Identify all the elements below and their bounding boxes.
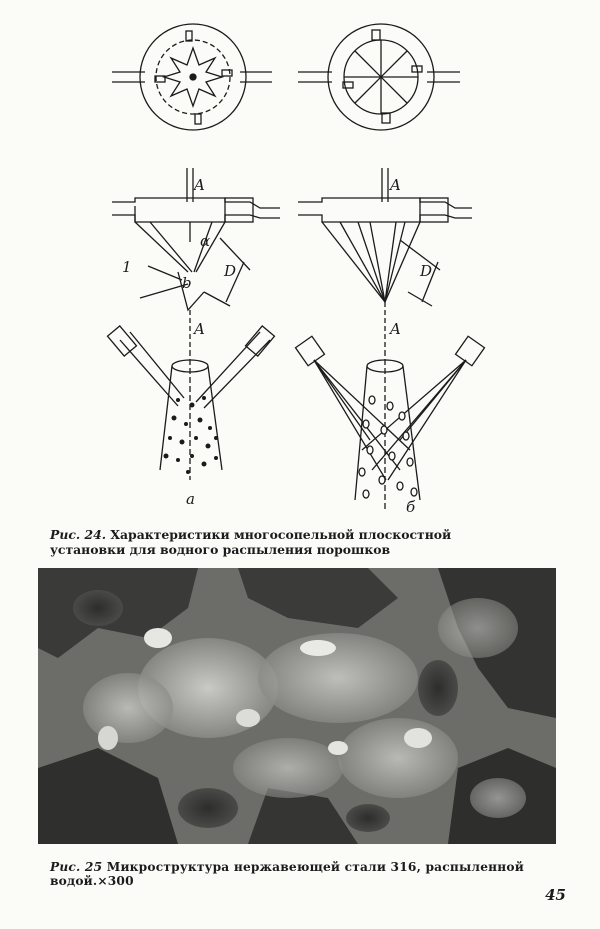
manifold-top-view-b xyxy=(298,24,460,130)
subfigure-label-b: б xyxy=(406,498,416,516)
micrograph-texture xyxy=(38,568,556,844)
side-section-b xyxy=(298,168,472,350)
distance-label-d-2: D xyxy=(420,262,433,280)
figure-24-caption-text: Характеристики многосопельной плоскостной установки для водного распыления порошков xyxy=(50,527,452,557)
part-number-label: 1 xyxy=(122,258,132,276)
axis-label-a-1: A xyxy=(194,176,205,194)
subfigure-label-a: а xyxy=(186,490,195,508)
figure-24-diagram xyxy=(100,10,520,520)
page-number: 45 xyxy=(545,886,566,904)
angle-label-alpha: α xyxy=(200,232,211,250)
axis-label-a-3: A xyxy=(194,320,205,338)
axis-label-a-2: A xyxy=(390,176,401,194)
spray-cone-b xyxy=(295,336,484,510)
spray-cone-a xyxy=(108,326,275,480)
figure-25-caption-prefix: Рис. 25 xyxy=(50,860,103,874)
manifold-top-view-a xyxy=(112,24,272,130)
distance-label-d-1: D xyxy=(224,262,237,280)
figure-24-caption-prefix: Рис. 24. xyxy=(50,527,107,542)
axis-label-a-4: A xyxy=(390,320,401,338)
figure-24-drawing xyxy=(100,10,520,520)
figure-25-caption-text: Микроструктура нержавеющей стали 316, распыленной водой.×300 xyxy=(50,860,524,888)
micrograph-photo xyxy=(38,568,556,844)
figure-25-caption xyxy=(50,860,570,888)
width-label-b: b xyxy=(182,274,192,292)
figure-24-caption xyxy=(50,527,520,557)
